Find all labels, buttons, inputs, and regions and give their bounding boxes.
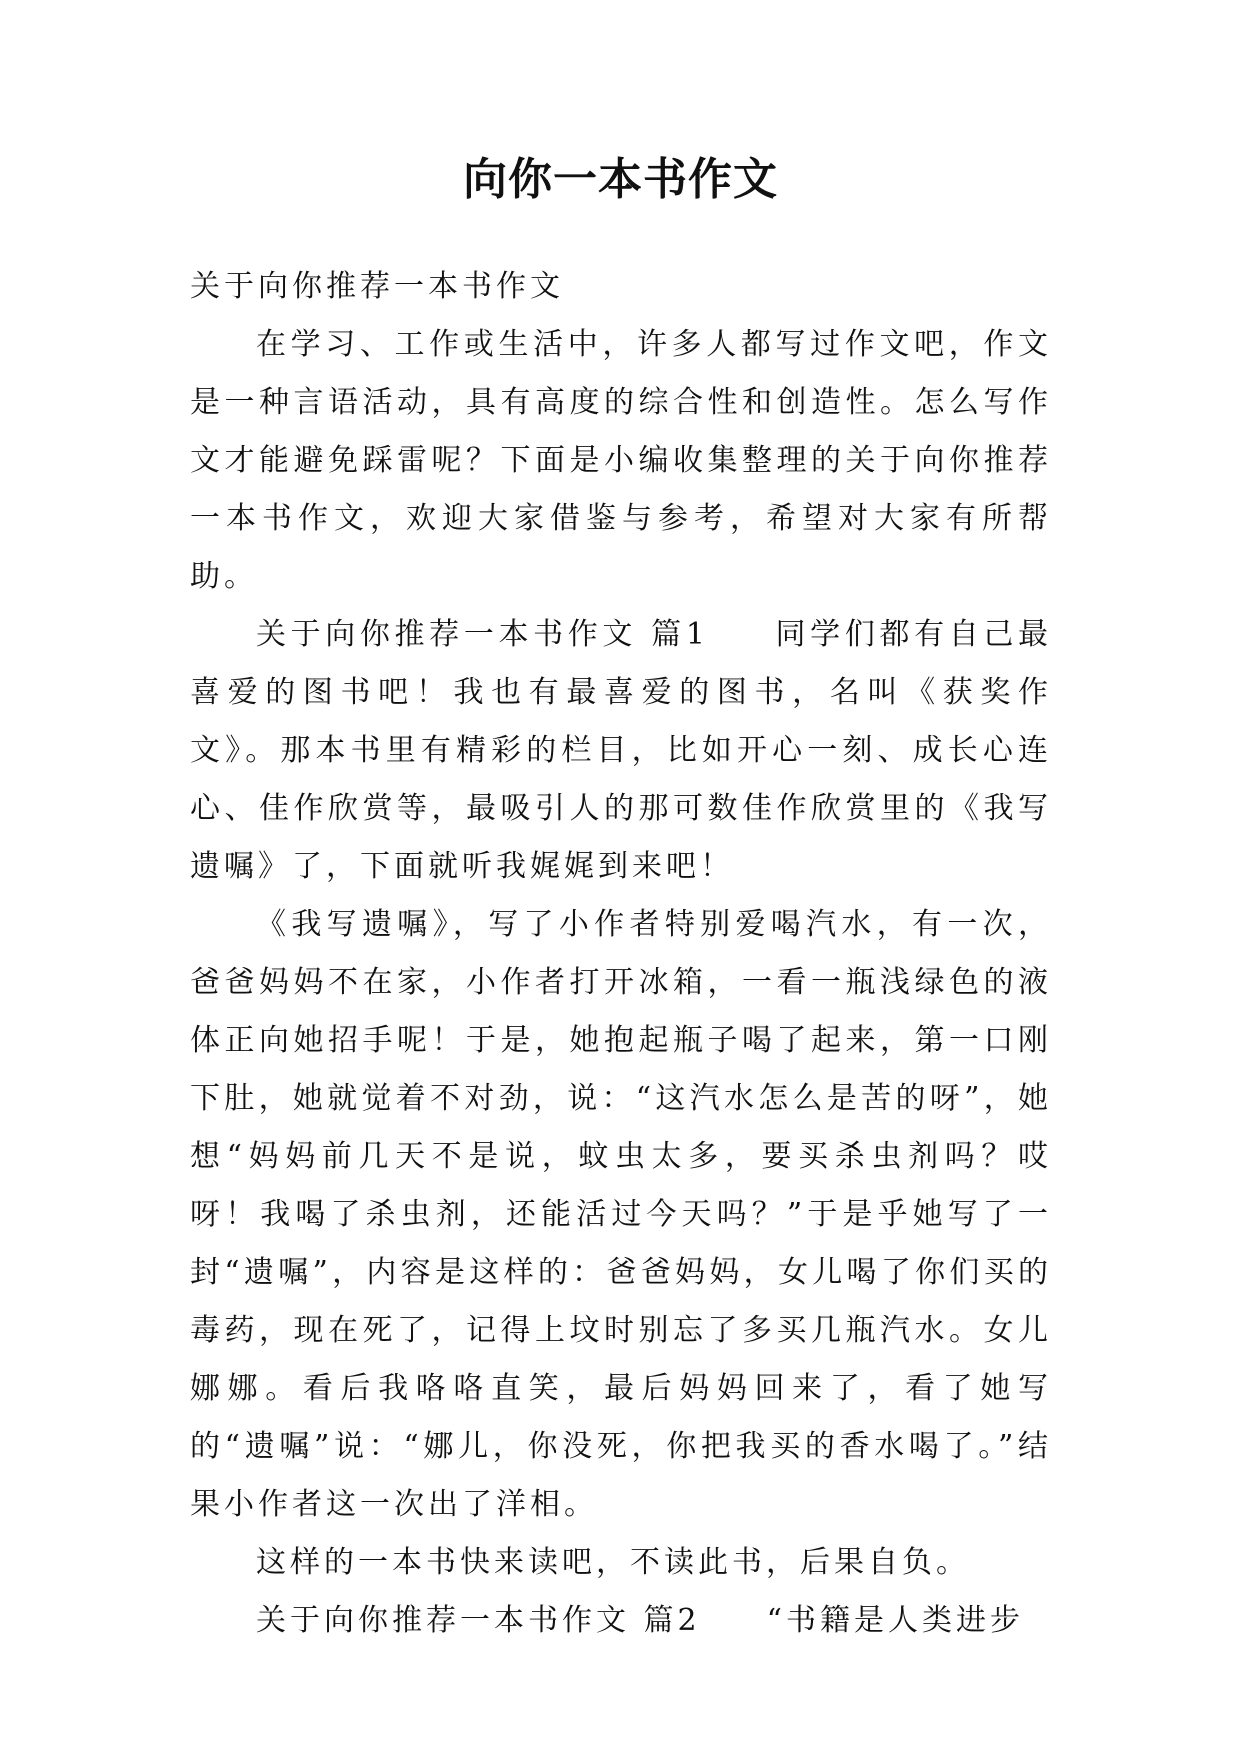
section-2-opening [190,1592,1052,1650]
section-1-lead: 同学们都有自己最喜爱的图书吧！我也有最喜爱的图书，名叫《获奖作文》。那本书里有精彩的栏目，比如开心一刻、成长心连心、佳作欣赏等，最吸引人的那可数佳作欣赏里的《我写遗嘱》了，下面就听我娓娓到来吧！ [190,617,1053,884]
intro-paragraph: 在学习、工作或生活中，许多人都写过作文吧，作文是一种言语活动，具有高度的综合性和创造性。怎么写作文才能避免踩雷呢？下面是小编收集整理的关于向你推荐一本书作文，欢迎大家借鉴与参考，希望对大家有所帮助。 [190,327,1052,594]
section-1-paragraph-2: 这样的一本书快来读吧，不读此书，后果自负。 [256,1545,970,1580]
section-1-heading: 关于向你推荐一本书作文 篇1 [256,617,709,652]
document-body [190,258,1052,1650]
section-1-paragraph-1: 《我写遗嘱》，写了小作者特别爱喝汽水，有一次，爸爸妈妈不在家，小作者打开冰箱，一看一瓶浅绿色的液体正向她招手呢！于是，她抱起瓶子喝了起来，第一口刚下肚，她就觉着不对劲，说：“这汽水怎么是苦的呀”，她想“妈妈前几天不是说，蚊虫太多，要买杀虫剂吗？哎呀！我喝了杀虫剂，还能活过今天吗？”于是乎她写了一封“遗嘱”，内容是这样的：爸爸妈妈，女儿喝了你们买的毒药，现在死了，记得上坟时别忘了多买几瓶汽水。女儿娜娜。看后我咯咯直笑，最后妈妈回来了，看了她写的“遗嘱”说：“娜儿，你没死，你把我买的香水喝了。”结果小作者这一次出了洋相。 [190,907,1052,1522]
document-subtitle: 关于向你推荐一本书作文 [190,269,564,304]
section-1-opening [190,606,1052,896]
section-2-heading: 关于向你推荐一本书作文 篇2 [256,1603,701,1638]
section-2-lead: “书籍是人类进步 [766,1603,1024,1638]
document-title: 向你一本书作文 [463,154,778,205]
